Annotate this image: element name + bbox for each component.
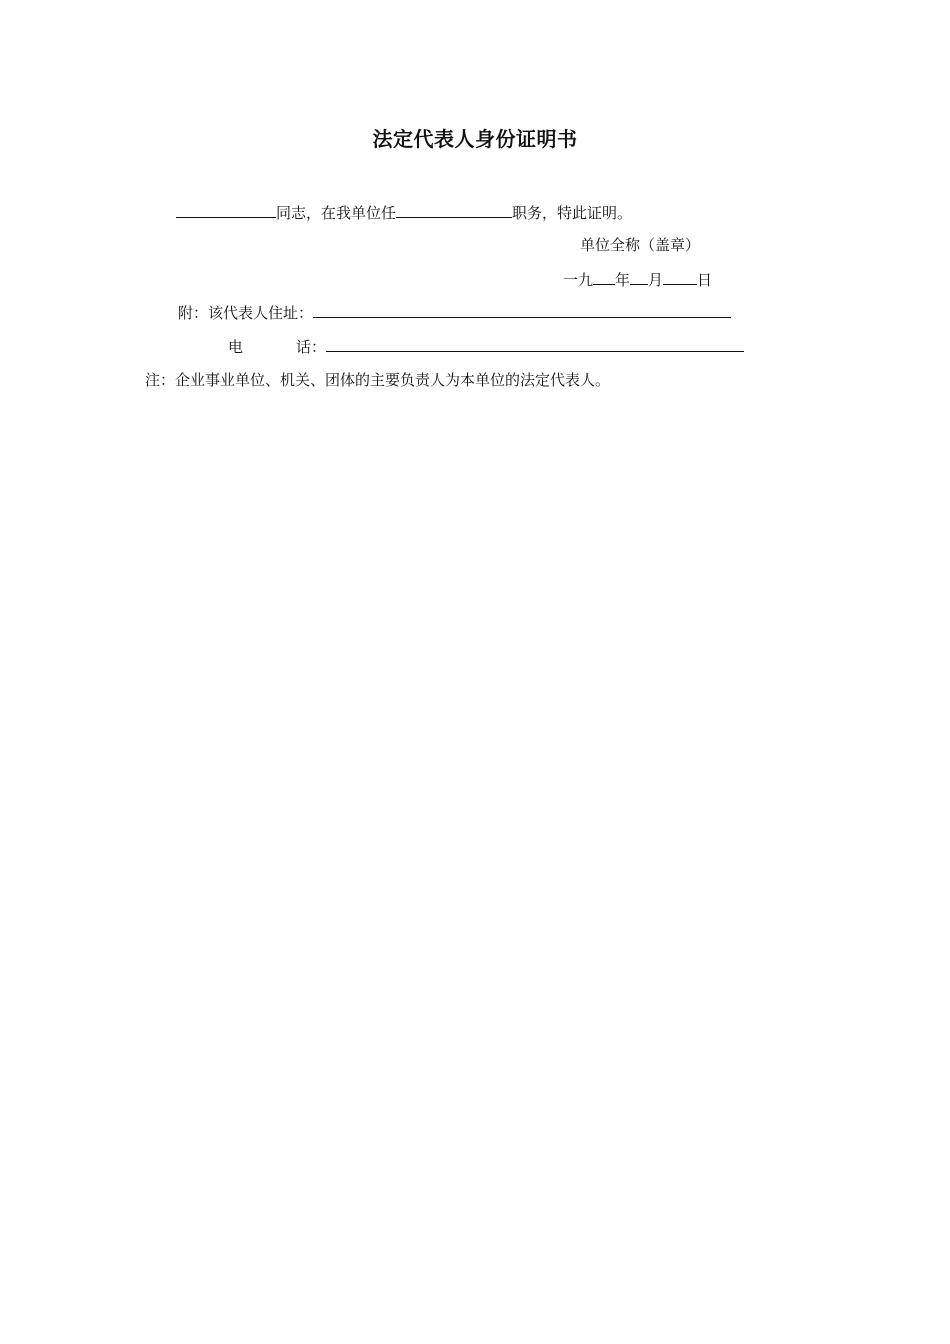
- year-blank[interactable]: [593, 269, 615, 285]
- unit-name-line: [580, 235, 700, 255]
- date-prefix: 一九: [563, 271, 594, 289]
- unit-name-label: 单位全称（盖章）: [580, 236, 701, 254]
- phone-label-1: 电: [228, 338, 244, 356]
- phone-blank[interactable]: [326, 336, 744, 352]
- phone-label-2: 话：: [296, 338, 327, 356]
- position-blank[interactable]: [396, 202, 512, 218]
- name-blank[interactable]: [176, 202, 276, 218]
- month-blank[interactable]: [630, 269, 648, 285]
- address-blank[interactable]: [313, 302, 731, 318]
- statement-text-2: 职务，特此证明。: [512, 204, 633, 222]
- date-line: [563, 269, 712, 290]
- document-title: 法定代表人身份证明书: [372, 127, 578, 151]
- date-year-label: 年: [615, 271, 631, 289]
- statement-line: [176, 202, 632, 223]
- phone-line: [228, 336, 744, 357]
- date-day-label: 日: [697, 271, 713, 289]
- address-label: 附：该代表人住址：: [178, 304, 314, 322]
- address-line: [178, 302, 731, 323]
- day-blank[interactable]: [663, 269, 697, 285]
- footnote: 注：企业事业单位、机关、团体的主要负责人为本单位的法定代表人。: [145, 371, 611, 389]
- date-month-label: 月: [648, 271, 664, 289]
- statement-text-1: 同志，在我单位任: [276, 204, 397, 222]
